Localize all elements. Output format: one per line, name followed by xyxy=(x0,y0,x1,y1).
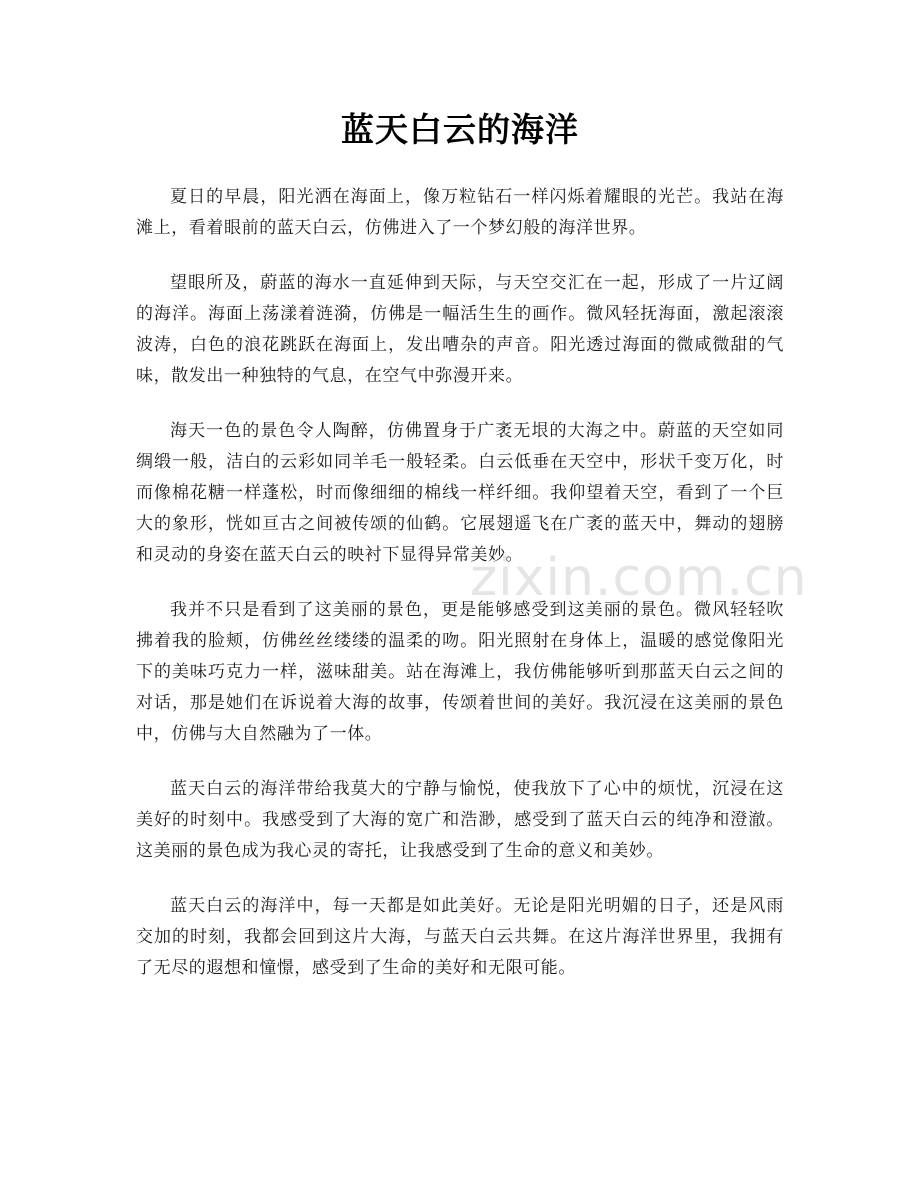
paragraph-5: 蓝天白云的海洋带给我莫大的宁静与愉悦，使我放下了心中的烦忧，沉浸在这美好的时刻中。我感受到了大海的宽广和浩渺，感受到了蓝天白云的纯净和澄澈。这美丽的景色成为我心灵的寄托，让我感受到了生命的意义和美妙。 xyxy=(136,779,784,861)
paragraph-1: 夏日的早晨，阳光洒在海面上，像万粒钻石一样闪烁着耀眼的光芒。我站在海滩上，看着眼前的蓝天白云，仿佛进入了一个梦幻般的海洋世界。 xyxy=(136,187,784,238)
document-body xyxy=(136,182,784,1008)
paragraph-6: 蓝天白云的海洋中，每一天都是如此美好。无论是阳光明媚的日子，还是风雨交加的时刻，我都会回到这片大海，与蓝天白云共舞。在这片海洋世界里，我拥有了无尽的遐想和憧憬，感受到了生命的美好和无限可能。 xyxy=(136,896,784,978)
paragraph-4: 我并不只是看到了这美丽的景色，更是能够感受到这美丽的景色。微风轻轻吹拂着我的脸颊，仿佛丝丝缕缕的温柔的吻。阳光照射在身体上，温暖的感觉像阳光下的美味巧克力一样，滋味甜美。站在海滩上，我仿佛能够听到那蓝天白云之间的对话，那是她们在诉说着大海的故事，传颂着世间的美好。我沉浸在这美丽的景色中，仿佛与大自然融为了一体。 xyxy=(136,600,784,744)
paragraph-2: 望眼所及，蔚蓝的海水一直延伸到天际，与天空交汇在一起，形成了一片辽阔的海洋。海面上荡漾着涟漪，仿佛是一幅活生生的画作。微风轻抚海面，激起滚滚波涛，白色的浪花跳跃在海面上，发出嘈杂的声音。阳光透过海面的微咸微甜的气味，散发出一种独特的气息，在空气中弥漫开来。 xyxy=(136,273,784,386)
watermark: zixin.com.cn xyxy=(470,548,808,608)
paragraph-3: 海天一色的景色令人陶醉，仿佛置身于广袤无垠的大海之中。蔚蓝的天空如同绸缎一般，洁白的云彩如同羊毛一般轻柔。白云低垂在天空中，形状千变万化，时而像棉花糖一样蓬松，时而像细细的棉线一样纤细。我仰望着天空，看到了一个巨大的象形，恍如亘古之间被传颂的仙鹤。它展翅遥飞在广袤的蓝天中，舞动的翅膀和灵动的身姿在蓝天白云的映衬下显得异常美妙。 xyxy=(136,421,784,565)
document-title: 蓝天白云的海洋 xyxy=(341,110,579,149)
